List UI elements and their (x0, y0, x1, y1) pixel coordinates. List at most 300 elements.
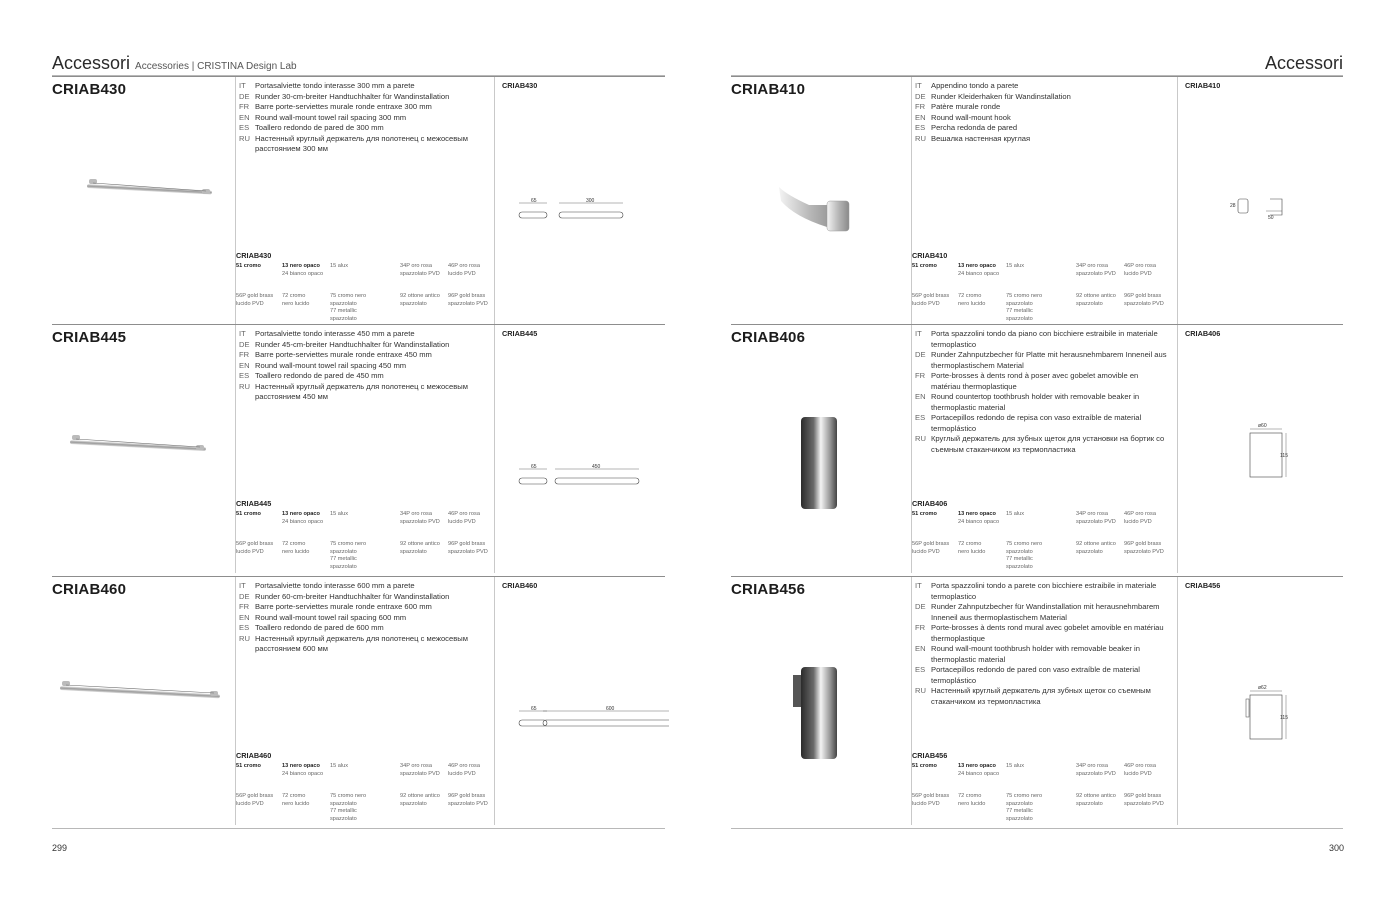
description-text: Toallero redondo de pared de 300 mm (255, 123, 384, 132)
finish-option (330, 511, 378, 519)
drawing-code: CRIAB445 (502, 329, 538, 338)
language-code: EN (239, 112, 250, 122)
description-text: Porta spazzolini tondo a parete con bicchiere estraibile in materiale termoplastico (931, 581, 1157, 601)
finish-option (282, 293, 330, 308)
technical-drawing (1182, 577, 1352, 822)
description-row (915, 644, 1167, 665)
description-text: Portasalviette tondo interasse 450 mm a parete (255, 329, 415, 338)
description-text: Round wall-mount toothbrush holder with removable beaker in thermoplastic material (931, 644, 1140, 664)
description-row (915, 371, 1167, 392)
description-row (239, 329, 484, 340)
description-text: Barre porte-serviettes murale ronde entraxe 450 mm (255, 350, 432, 359)
finish-label: nero lucido (958, 300, 986, 307)
finish-option (1124, 511, 1172, 526)
description-text: Round wall-mount towel rail spacing 450 mm (255, 360, 407, 370)
language-code: EN (915, 392, 926, 401)
finish-option (1006, 263, 1054, 271)
description-row (239, 371, 484, 382)
language-code: FR (239, 350, 250, 359)
finish-label: 77 metallic spazzolato (330, 308, 357, 322)
finish-label: spazzolato (1076, 548, 1103, 555)
description-row (239, 634, 484, 655)
description-row (915, 413, 1167, 434)
finish-label: lucido PVD (236, 300, 264, 307)
finish-label: spazzolato (400, 548, 427, 555)
finish-label: 24 bianco opaco (958, 770, 1000, 777)
finish-label: 46P oro rosa (1124, 763, 1156, 769)
product-photo (731, 325, 911, 570)
finish-option (282, 541, 330, 556)
finish-label: lucido PVD (236, 800, 264, 807)
finishes-code: CRIAB430 (236, 251, 272, 260)
description-row (915, 434, 1167, 455)
product-block (731, 324, 1343, 573)
finish-option (1006, 511, 1054, 519)
finish-label: 56P gold brass (912, 793, 950, 799)
description-text: Porte-brosses à dents rond mural avec gobelet amovible en matériau thermoplastique (931, 623, 1164, 643)
finish-label: 72 cromo (958, 293, 982, 299)
finishes-code: CRIAB445 (236, 499, 272, 508)
description-text: Round wall-mount towel rail spacing 300 mm (255, 112, 407, 122)
page-number-left: 299 (52, 843, 68, 853)
finish-option (448, 293, 496, 308)
finish-label: 96P gold brass (448, 541, 486, 547)
language-code: RU (239, 633, 250, 643)
finish-label: 24 bianco opaco (282, 518, 324, 525)
finish-option (958, 793, 1006, 808)
finish-option (448, 263, 496, 278)
finish-label: 96P gold brass (448, 793, 486, 799)
description-row (915, 623, 1167, 644)
finish-label: 72 cromo (282, 293, 306, 299)
description-text: Portacepillos redondo de pared con vaso extraíble de material termoplástico (931, 665, 1140, 685)
column-divider (235, 325, 236, 573)
language-code: EN (239, 360, 250, 370)
column-divider (911, 577, 912, 825)
description-text: Круглый держатель для зубных щеток для установки на бортик со съемным стаканчиком из термопластика (931, 434, 1165, 454)
description-text: Вешалка настенная круглая (931, 133, 1031, 143)
language-code: IT (239, 81, 246, 90)
finish-label: nero lucido (282, 300, 310, 307)
finish-label: 92 ottone antico (1076, 293, 1116, 299)
description-text: Appendino tondo a parete (931, 81, 1019, 90)
technical-drawing (499, 325, 669, 570)
description-list (915, 81, 1167, 144)
language-code: IT (239, 329, 246, 338)
description-row (915, 581, 1167, 602)
language-code: IT (239, 581, 246, 590)
finish-label: lucido PVD (236, 548, 264, 555)
description-row (239, 81, 484, 92)
finish-option (1076, 293, 1124, 308)
description-row (239, 350, 484, 361)
finish-label: 77 metallic spazzolato (1006, 556, 1033, 570)
finish-label: spazzolato (1076, 800, 1103, 807)
finish-option (1124, 793, 1172, 808)
finish-option (448, 511, 496, 526)
finishes-code: CRIAB410 (912, 251, 948, 260)
description-text: Настенный круглый держатель для полотенец с межосевым расстоянием 600 мм (255, 633, 468, 653)
finish-label: spazzolato PVD (1076, 518, 1116, 525)
finish-option (282, 793, 330, 808)
finish-label: 72 cromo (958, 541, 982, 547)
description-row (915, 350, 1167, 371)
column-divider (1177, 577, 1178, 825)
drawing-code: CRIAB456 (1185, 581, 1221, 590)
finish-label: 46P oro rosa (448, 763, 480, 769)
dimension-length: 450 (592, 464, 601, 470)
dimension-length: 300 (586, 198, 595, 204)
finish-label: 24 bianco opaco (282, 270, 324, 277)
description-row (239, 592, 484, 603)
finish-option (448, 541, 496, 556)
finish-option (282, 511, 330, 526)
language-code: RU (239, 381, 250, 391)
finish-option (912, 263, 960, 271)
description-row (915, 686, 1167, 707)
finish-label: spazzolato PVD (400, 770, 440, 777)
language-code: DE (239, 91, 250, 101)
description-row (239, 113, 484, 124)
description-row (915, 113, 1167, 124)
product-block (731, 76, 1343, 325)
column-divider (911, 77, 912, 325)
finish-label: 51 cromo (912, 763, 937, 769)
finish-label: 51 cromo (236, 263, 261, 269)
product-code: CRIAB445 (52, 329, 127, 346)
finish-label: lucido PVD (912, 800, 940, 807)
description-row (915, 602, 1167, 623)
finish-option (236, 293, 284, 308)
finish-label: spazzolato PVD (1124, 800, 1164, 807)
product-code: CRIAB410 (731, 81, 806, 98)
technical-drawing (1182, 77, 1352, 322)
language-code: ES (915, 665, 926, 674)
finish-label: 51 cromo (912, 511, 937, 517)
language-code: RU (239, 133, 250, 143)
finish-label: 15 alux (330, 763, 349, 769)
language-code: FR (915, 102, 926, 111)
description-text: Toallero redondo de pared de 600 mm (255, 623, 384, 632)
finish-label: 56P gold brass (236, 541, 274, 547)
finish-option (1076, 263, 1124, 278)
description-row (915, 665, 1167, 686)
finish-label: lucido PVD (912, 548, 940, 555)
finish-label: 92 ottone antico (400, 793, 440, 799)
description-text: Runder Zahnputzbecher für Wandinstallation mit herausnehmbarem Inneneil aus thermoplastischem Material (931, 602, 1160, 622)
language-code: DE (915, 602, 926, 611)
finish-label: 96P gold brass (1124, 293, 1162, 299)
finish-label: lucido PVD (448, 770, 476, 777)
finish-label: 51 cromo (912, 263, 937, 269)
column-divider (235, 577, 236, 825)
drawing-code: CRIAB430 (502, 81, 538, 90)
finish-option (236, 541, 284, 556)
finish-option (912, 793, 960, 808)
dimension-length: 50 (1268, 215, 1274, 221)
description-row (239, 382, 484, 403)
finish-label: 34P oro rosa (400, 511, 432, 517)
finish-label: nero lucido (282, 548, 310, 555)
product-code: CRIAB460 (52, 581, 127, 598)
finish-label: nero lucido (958, 548, 986, 555)
finish-label: 92 ottone antico (400, 541, 440, 547)
finish-option (912, 293, 960, 308)
description-list (915, 581, 1167, 707)
language-code: IT (915, 581, 922, 590)
description-row (915, 392, 1167, 413)
finish-option (1006, 763, 1054, 771)
finish-label: 96P gold brass (1124, 793, 1162, 799)
finish-label: 13 nero opaco (282, 511, 320, 517)
product-photo (52, 577, 232, 822)
description-row (239, 340, 484, 351)
finish-label: spazzolato PVD (448, 300, 488, 307)
description-text: Patère murale ronde (931, 102, 1001, 111)
finish-option (400, 263, 448, 278)
finish-label: 77 metallic spazzolato (1006, 808, 1033, 822)
description-list (915, 329, 1167, 455)
finish-label: spazzolato PVD (1076, 770, 1116, 777)
technical-drawing (499, 77, 669, 322)
finish-label: 15 alux (1006, 763, 1025, 769)
finish-option (400, 793, 448, 808)
finish-label: 75 cromo nero spazzolato (1006, 793, 1043, 807)
dimension-length: 600 (606, 706, 615, 712)
finish-label: 75 cromo nero spazzolato (1006, 541, 1043, 555)
technical-drawing (499, 577, 669, 822)
product-code: CRIAB406 (731, 329, 806, 346)
language-code: DE (915, 91, 926, 101)
language-code: ES (239, 371, 250, 380)
finish-option (958, 511, 1006, 526)
language-code: RU (915, 434, 926, 443)
finish-label: 75 cromo nero spazzolato (330, 541, 367, 555)
finishes-code: CRIAB406 (912, 499, 948, 508)
description-text: Porta spazzolini tondo da piano con bicchiere estraibile in materiale termoplastico (931, 329, 1158, 349)
description-text: Runder 60-cm-breiter Handtuchhalter für Wandinstallation (255, 591, 450, 601)
finish-label: 77 metallic spazzolato (330, 556, 357, 570)
description-text: Round countertop toothbrush holder with removable beaker in thermoplastic material (931, 392, 1140, 412)
description-row (239, 102, 484, 113)
finish-label: spazzolato PVD (1124, 300, 1164, 307)
language-code: ES (915, 123, 926, 132)
finish-label: 46P oro rosa (1124, 263, 1156, 269)
footer-rule-left (52, 828, 665, 829)
finish-label: nero lucido (282, 800, 310, 807)
description-text: Barre porte-serviettes murale ronde entraxe 600 mm (255, 602, 432, 611)
column-divider (1177, 77, 1178, 325)
finish-option (448, 763, 496, 778)
description-text: Runder 45-cm-breiter Handtuchhalter für Wandinstallation (255, 339, 450, 349)
finish-option (1006, 541, 1054, 571)
finish-label: 24 bianco opaco (958, 270, 1000, 277)
finish-label: 56P gold brass (236, 293, 274, 299)
finish-label: spazzolato (400, 300, 427, 307)
product-code: CRIAB456 (731, 581, 806, 598)
finish-label: 92 ottone antico (400, 293, 440, 299)
finish-option (400, 541, 448, 556)
finish-option (1124, 293, 1172, 308)
finish-option (330, 263, 378, 271)
language-code: EN (915, 644, 926, 653)
finish-option (1076, 511, 1124, 526)
description-row (239, 581, 484, 592)
description-text: Portacepillos redondo de repisa con vaso extraíble de material termoplástico (931, 413, 1142, 433)
dimension-depth: 28 (1230, 203, 1236, 209)
dimension-depth: 65 (531, 198, 537, 204)
finish-label: 13 nero opaco (958, 763, 996, 769)
description-row (915, 102, 1167, 113)
description-list (239, 581, 484, 655)
finish-option (1124, 763, 1172, 778)
finish-option (958, 541, 1006, 556)
dimension-depth: 65 (531, 706, 537, 712)
product-photo (731, 77, 911, 322)
description-text: Barre porte-serviettes murale ronde entraxe 300 mm (255, 102, 432, 111)
finish-option (912, 541, 960, 556)
finish-label: lucido PVD (448, 270, 476, 277)
finish-label: 75 cromo nero spazzolato (330, 793, 367, 807)
finish-option (236, 763, 284, 771)
language-code: RU (915, 133, 926, 143)
column-divider (1177, 325, 1178, 573)
language-code: FR (915, 623, 926, 632)
finish-label: lucido PVD (448, 518, 476, 525)
finish-option (1076, 763, 1124, 778)
language-code: DE (239, 591, 250, 601)
finish-label: spazzolato (1076, 300, 1103, 307)
finish-label: lucido PVD (1124, 518, 1152, 525)
description-list (239, 329, 484, 403)
finish-label: 56P gold brass (236, 793, 274, 799)
finish-label: spazzolato PVD (448, 800, 488, 807)
finish-label: spazzolato PVD (1076, 270, 1116, 277)
page-number-right: 300 (1329, 843, 1345, 853)
finish-label: lucido PVD (1124, 770, 1152, 777)
description-text: Round wall-mount towel rail spacing 600 mm (255, 612, 407, 622)
finish-option (236, 511, 284, 519)
finish-option (400, 763, 448, 778)
finish-label: spazzolato (400, 800, 427, 807)
finish-option (958, 763, 1006, 778)
description-row (915, 134, 1167, 145)
language-code: FR (915, 371, 926, 380)
description-row (915, 123, 1167, 134)
finish-label: 13 nero opaco (282, 763, 320, 769)
finish-label: 13 nero opaco (282, 263, 320, 269)
dimension-diameter: ø60 (1258, 423, 1267, 429)
finish-label: 46P oro rosa (448, 511, 480, 517)
finish-option (282, 263, 330, 278)
finishes-code: CRIAB460 (236, 751, 272, 760)
finish-label: 96P gold brass (1124, 541, 1162, 547)
finish-label: lucido PVD (912, 300, 940, 307)
language-code: FR (239, 602, 250, 611)
description-text: Toallero redondo de pared de 450 mm (255, 371, 384, 380)
finish-option (958, 263, 1006, 278)
finish-label: 56P gold brass (912, 293, 950, 299)
description-row (239, 123, 484, 134)
finish-label: 34P oro rosa (1076, 511, 1108, 517)
finish-label: spazzolato PVD (400, 270, 440, 277)
language-code: RU (915, 686, 926, 695)
finish-option (400, 511, 448, 526)
finish-label: 13 nero opaco (958, 511, 996, 517)
finish-option (1124, 263, 1172, 278)
description-row (239, 602, 484, 613)
finish-label: 72 cromo (958, 793, 982, 799)
column-divider (494, 325, 495, 573)
language-code: ES (239, 123, 250, 132)
finish-label: nero lucido (958, 800, 986, 807)
finish-label: 46P oro rosa (448, 263, 480, 269)
language-code: IT (915, 81, 922, 90)
finish-option (330, 793, 378, 823)
finish-label: spazzolato PVD (448, 548, 488, 555)
finish-label: 77 metallic spazzolato (1006, 308, 1033, 322)
description-text: Runder Zahnputzbecher für Platte mit herausnehmbarem Inneneil aus thermoplastischem Material (931, 350, 1167, 370)
finish-label: 72 cromo (282, 793, 306, 799)
technical-drawing (1182, 325, 1352, 570)
description-text: Настенный круглый держатель для полотенец с межосевым расстоянием 450 мм (255, 381, 468, 401)
finish-option (282, 763, 330, 778)
column-divider (494, 77, 495, 325)
language-code: ES (915, 413, 926, 422)
product-block (52, 576, 665, 825)
finish-label: 34P oro rosa (1076, 763, 1108, 769)
product-block (52, 76, 665, 325)
dimension-height: 115 (1280, 715, 1288, 721)
description-row (239, 134, 484, 155)
product-photo (52, 77, 232, 322)
description-text: Runder Kleiderhaken für Wandinstallation (931, 91, 1071, 101)
finish-option (958, 293, 1006, 308)
drawing-code: CRIAB460 (502, 581, 538, 590)
finish-label: 46P oro rosa (1124, 511, 1156, 517)
finish-label: 72 cromo (282, 541, 306, 547)
finish-label: 75 cromo nero spazzolato (1006, 293, 1043, 307)
finish-label: 51 cromo (236, 763, 261, 769)
language-code: EN (915, 112, 926, 122)
product-photo (731, 577, 911, 822)
finish-option (448, 793, 496, 808)
finish-option (1076, 541, 1124, 556)
description-text: Runder 30-cm-breiter Handtuchhalter für Wandinstallation (255, 91, 450, 101)
finish-option (912, 763, 960, 771)
product-block (52, 324, 665, 573)
finish-option (330, 763, 378, 771)
description-text: Portasalviette tondo interasse 600 mm a parete (255, 581, 415, 590)
description-text: Настенный круглый держатель для зубных щеток со съемным стаканчиком из термопластика (931, 686, 1151, 706)
finish-option (1006, 793, 1054, 823)
product-code: CRIAB430 (52, 81, 127, 98)
finish-option (330, 541, 378, 571)
description-text: Percha redonda de pared (931, 123, 1018, 132)
finish-label: 15 alux (330, 511, 349, 517)
finish-label: 34P oro rosa (400, 263, 432, 269)
finish-label: 75 cromo nero spazzolato (330, 293, 367, 307)
dimension-depth: 65 (531, 464, 537, 470)
finish-label: 15 alux (330, 263, 349, 269)
description-row (239, 613, 484, 624)
finish-option (1124, 541, 1172, 556)
column-divider (494, 577, 495, 825)
description-row (239, 92, 484, 103)
column-divider (235, 77, 236, 325)
column-divider (911, 325, 912, 573)
product-block (731, 576, 1343, 825)
